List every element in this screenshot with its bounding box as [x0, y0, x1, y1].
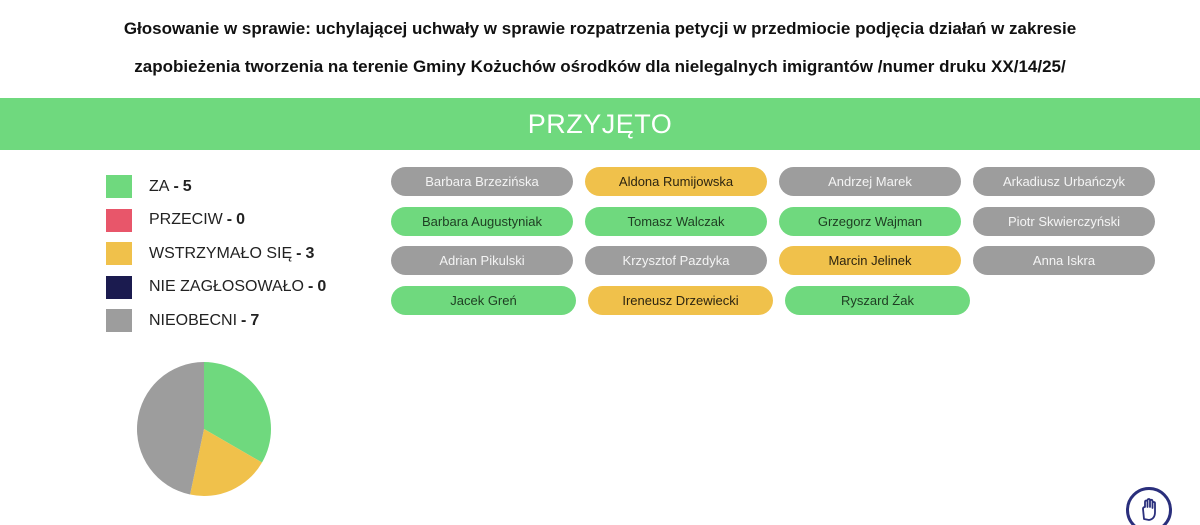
- legend-separator: -: [296, 244, 302, 262]
- legend-label: NIE ZAGŁOSOWAŁO: [149, 278, 304, 296]
- legend-swatch: [106, 175, 132, 198]
- result-banner: [0, 98, 1200, 150]
- member-vote-pill: Arkadiusz Urbańczyk: [973, 167, 1155, 196]
- member-vote-pill: Adrian Pikulski: [391, 246, 573, 275]
- legend-count: 7: [250, 311, 260, 329]
- legend-count: 0: [236, 211, 246, 229]
- member-vote-pill: Krzysztof Pazdyka: [585, 246, 767, 275]
- member-row: [391, 167, 1167, 207]
- member-vote-pill: Barbara Brzezińska: [391, 167, 573, 196]
- legend-count: 5: [182, 177, 192, 195]
- legend-item: [106, 304, 326, 338]
- legend-label: PRZECIW: [149, 211, 223, 229]
- member-vote-pill: Marcin Jelinek: [779, 246, 961, 275]
- legend-label: WSTRZYMAŁO SIĘ: [149, 244, 293, 262]
- legend-item: [106, 271, 326, 305]
- raised-hand-icon: [1126, 487, 1172, 525]
- legend-label: ZA: [149, 177, 170, 195]
- member-vote-pill: Piotr Skwierczyński: [973, 207, 1155, 236]
- legend-text: [149, 211, 245, 229]
- legend-text: [149, 245, 314, 263]
- legend-separator: -: [241, 311, 247, 329]
- member-vote-pill: Anna Iskra: [973, 246, 1155, 275]
- pie-slice: [137, 362, 204, 495]
- legend-text: [149, 178, 192, 196]
- result-status-text: PRZYJĘTO: [527, 108, 673, 139]
- legend-swatch: [106, 309, 132, 332]
- legend-separator: -: [173, 177, 179, 195]
- member-vote-pill: Jacek Greń: [391, 286, 576, 315]
- legend-item: [106, 204, 326, 238]
- vote-legend: [106, 170, 326, 338]
- legend-separator: -: [226, 211, 233, 229]
- legend-text: [149, 312, 259, 330]
- member-row: [391, 246, 1167, 286]
- legend-swatch: [106, 242, 132, 265]
- legend-item: [106, 237, 326, 271]
- legend-separator: -: [308, 278, 314, 296]
- legend-label: NIEOBECNI: [149, 311, 238, 329]
- vote-pie-chart: [136, 361, 272, 497]
- member-vote-pill: Ryszard Żak: [785, 286, 970, 315]
- legend-swatch: [106, 276, 132, 299]
- legend-text: [149, 278, 326, 296]
- member-vote-grid: [391, 167, 1167, 325]
- member-vote-pill: Barbara Augustyniak: [391, 207, 573, 236]
- raised-hand-icon-glyph: [1136, 497, 1162, 523]
- member-vote-pill: Tomasz Walczak: [585, 207, 767, 236]
- vote-title-line-1: Głosowanie w sprawie: uchylającej uchwały w sprawie rozpatrzenia petycji w przedmiocie podjęcia działań w zakresie: [123, 19, 1077, 38]
- member-vote-pill: Ireneusz Drzewiecki: [588, 286, 773, 315]
- vote-title: [0, 10, 1200, 86]
- member-vote-pill: Andrzej Marek: [779, 167, 961, 196]
- legend-item: [106, 170, 326, 204]
- legend-count: 0: [317, 278, 327, 296]
- member-vote-pill: Aldona Rumijowska: [585, 167, 767, 196]
- member-row: [391, 286, 1167, 326]
- vote-pie-svg: [136, 361, 272, 497]
- member-row: [391, 207, 1167, 247]
- legend-swatch: [106, 209, 132, 232]
- member-vote-pill: Grzegorz Wajman: [779, 207, 961, 236]
- vote-title-line-2: zapobieżenia tworzenia na terenie Gminy Kożuchów ośrodków dla nielegalnych imigrantów /numer druku XX/14/25/: [134, 57, 1066, 76]
- legend-count: 3: [305, 244, 315, 262]
